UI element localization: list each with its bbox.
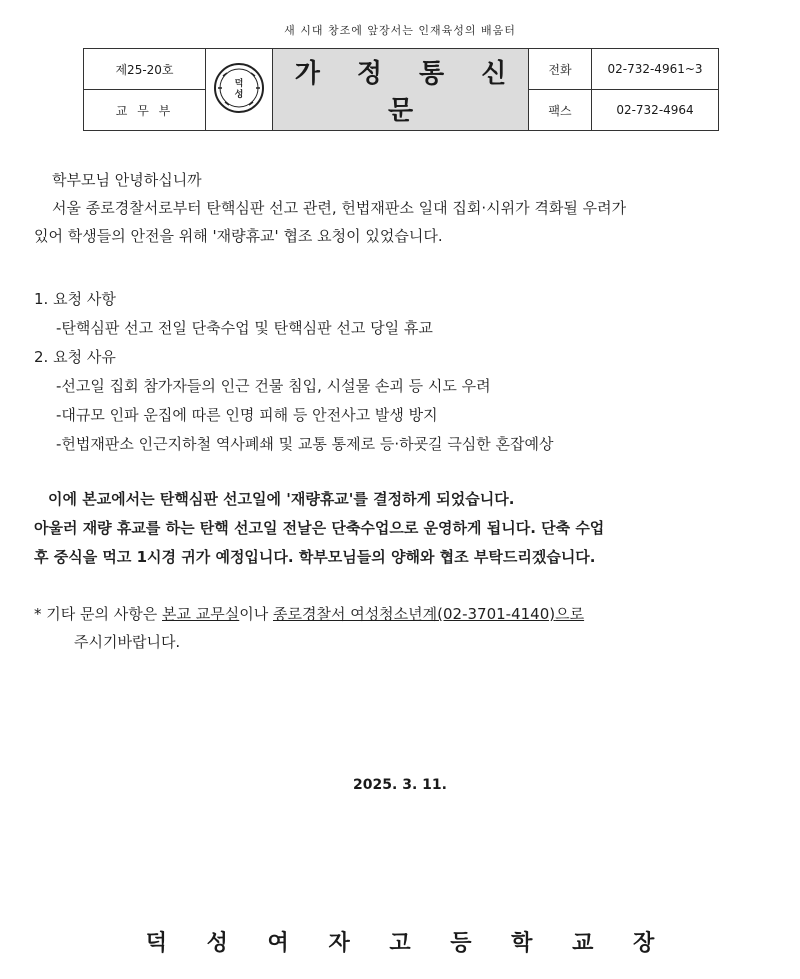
school-emblem-icon xyxy=(209,53,269,123)
note-line-1 xyxy=(34,602,774,626)
phone-label: 전화 xyxy=(529,49,592,90)
section1-item: -탄핵심판 선고 전일 단축수업 및 탄핵심판 선고 당일 휴교 xyxy=(56,319,433,337)
intro-line-1: 서울 종로경찰서로부터 탄핵심판 선고 관련, 헌법재판소 일대 집회·시위가 격화될 우려가 xyxy=(52,199,627,217)
section2-title: 2. 요청 사유 xyxy=(34,348,116,366)
note-suffix: 으로 xyxy=(555,605,585,623)
document-title: 가 정 통 신 문 xyxy=(273,49,529,131)
department-name: 교 무 부 xyxy=(84,90,206,131)
note-line-2: 주시기바랍니다. xyxy=(74,633,181,651)
contact-note xyxy=(34,602,774,654)
intro-line-2: 있어 학생들의 안전을 위해 '재량휴교' 협조 요청이 있었습니다. xyxy=(34,227,443,245)
greeting: 학부모님 안녕하십니까 xyxy=(52,171,202,189)
fax-number: 02-732-4964 xyxy=(592,90,719,131)
decision-line-1: 이에 본교에서는 탄핵심판 선고일에 '재량휴교'를 결정하게 되었습니다. xyxy=(48,490,515,508)
section2-item: -대규모 인파 운집에 따른 인명 피해 등 안전사고 발생 방지 xyxy=(56,406,438,424)
note-contact-police: 종로경찰서 여성청소년계(02-3701-4140) xyxy=(272,605,556,623)
section2-item: -헌법재판소 인근지하철 역사폐쇄 및 교통 통제로 등·하굣길 극심한 혼잡예상 xyxy=(56,435,554,453)
school-slogan: 새 시대 창조에 앞장서는 인재육성의 배움터 xyxy=(284,24,516,37)
note-prefix: * 기타 문의 사항은 xyxy=(34,605,163,623)
section2-item: -선고일 집회 참가자들의 인근 건물 침입, 시설물 손괴 등 시도 우려 xyxy=(56,377,491,395)
emblem-text: 덕 xyxy=(234,79,244,89)
fax-label: 팩스 xyxy=(529,90,592,131)
issue-date: 2025. 3. 11. xyxy=(353,777,447,793)
decision-line-2: 아울러 재량 휴교를 하는 탄핵 선고일 전날은 단축수업으로 운영하게 됩니다. 단축 수업 xyxy=(34,519,605,537)
emblem-text-2: 성 xyxy=(234,90,244,100)
letterhead-table xyxy=(83,48,719,131)
decision-line-3: 후 중식을 먹고 1시경 귀가 예정입니다. 학부모님들의 양해와 협조 부탁드리겠습니다. xyxy=(34,548,596,566)
greeting-block xyxy=(34,168,774,248)
note-contact-school: 본교 교무실 xyxy=(162,605,240,623)
decision-block xyxy=(34,487,774,569)
section1-title: 1. 요청 사항 xyxy=(34,290,116,308)
note-mid: 이나 xyxy=(239,605,273,623)
request-section xyxy=(34,287,774,456)
principal-signature: 덕 성 여 자 고 등 학 교 장 xyxy=(145,931,671,956)
document-number: 제25-20호 xyxy=(84,49,206,90)
school-emblem xyxy=(206,49,273,131)
phone-number: 02-732-4961~3 xyxy=(592,49,719,90)
